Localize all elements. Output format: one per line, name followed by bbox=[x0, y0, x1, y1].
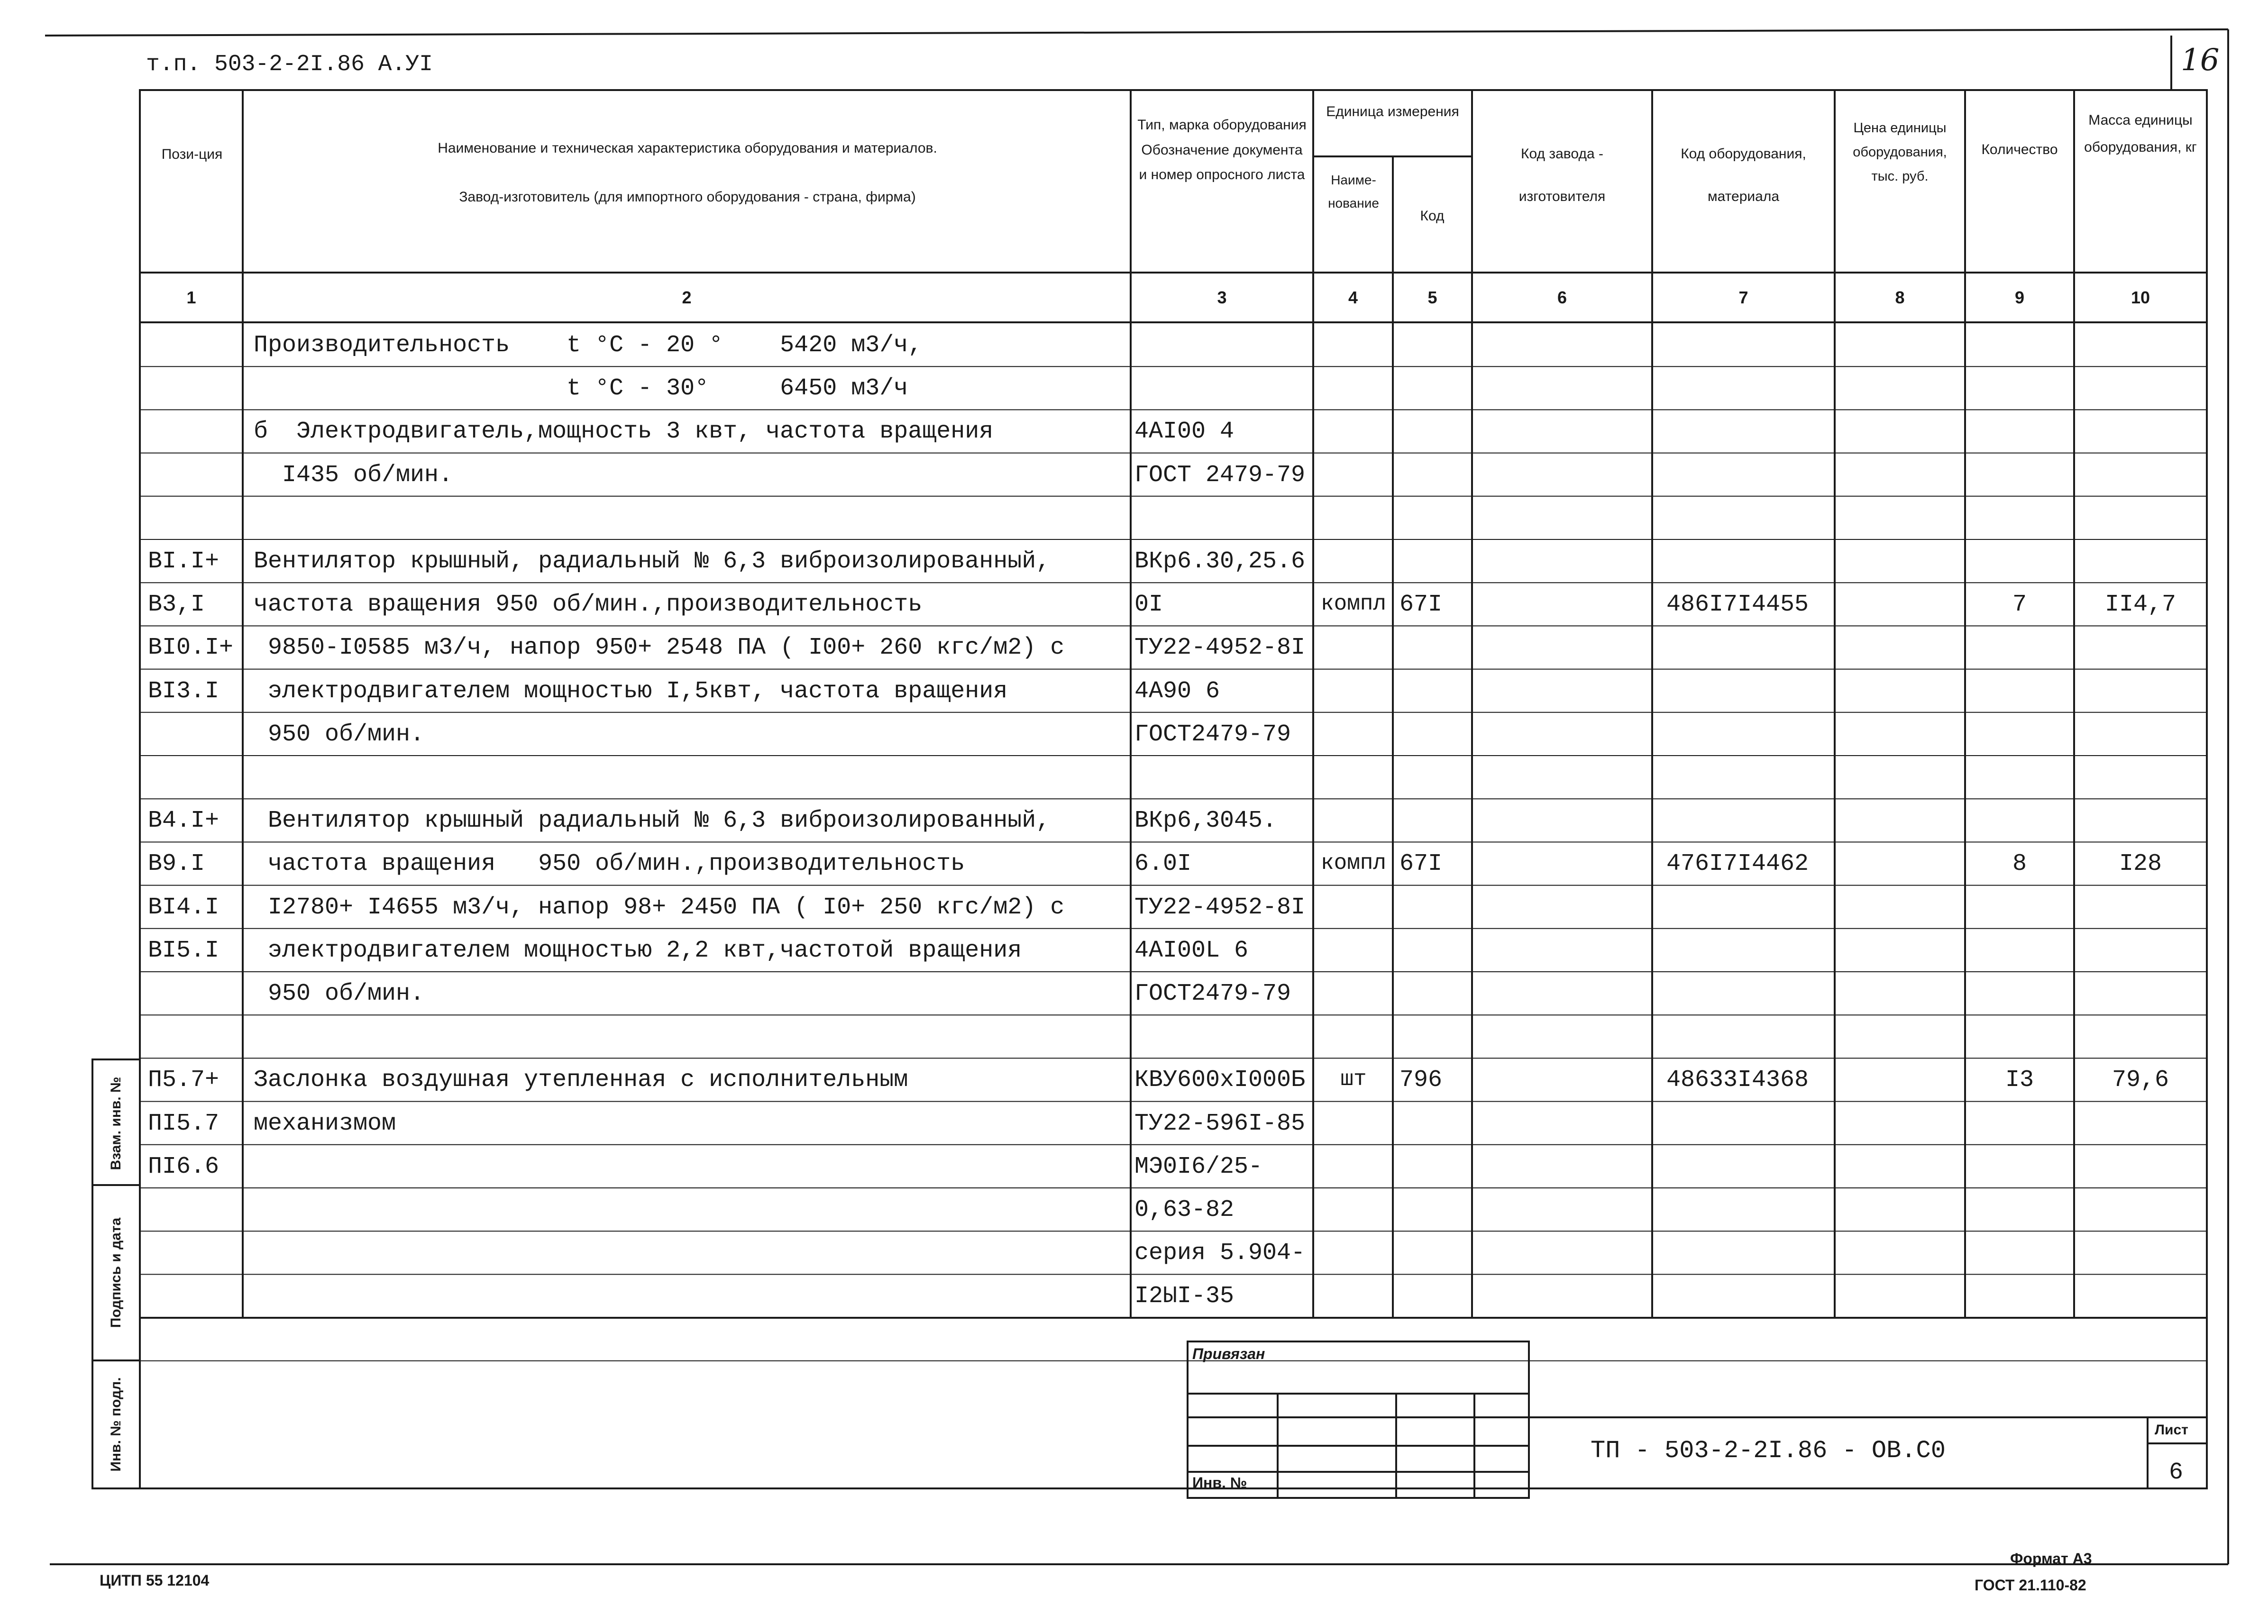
column-number: 3 bbox=[1217, 288, 1227, 307]
footer-citp: ЦИТП 55 12104 bbox=[100, 1572, 210, 1589]
header-mass: Масса единицы оборудования, кг bbox=[2084, 112, 2197, 155]
row-position: B9.I bbox=[148, 850, 205, 878]
header-price: Цена единицы оборудования, тыс. руб. bbox=[1853, 120, 1947, 184]
document-code-top: т.п. 503-2-2I.86 А.УI bbox=[146, 52, 433, 77]
row-type-mark: 4АI00 4 bbox=[1134, 418, 1235, 446]
column-number: 10 bbox=[2131, 288, 2150, 307]
row-type-mark: 4А90 6 bbox=[1134, 677, 1220, 705]
row-unit-code: 796 bbox=[1399, 1067, 1443, 1094]
row-mass: I28 bbox=[2119, 850, 2162, 878]
row-position: П5.7+ bbox=[148, 1067, 219, 1094]
row-name: 950 об/мин. bbox=[254, 721, 425, 748]
stamp-document-code: ТП - 503-2-2I.86 - ОВ.С0 bbox=[1591, 1437, 1946, 1465]
row-name: электродвигателем мощностью 2,2 квт,частотой вращения bbox=[254, 937, 1022, 964]
row-name: t °C - 30° 6450 м3/ч bbox=[254, 375, 908, 402]
column-number: 7 bbox=[1738, 288, 1748, 307]
row-type-mark: ВКр6,3045. bbox=[1134, 807, 1277, 835]
column-number: 6 bbox=[1557, 288, 1567, 307]
column-number: 9 bbox=[2014, 288, 2025, 307]
row-position: BI0.I+ bbox=[148, 634, 234, 662]
column-number: 4 bbox=[1348, 288, 1358, 307]
row-mass: 79,6 bbox=[2112, 1067, 2169, 1094]
row-name: I435 об/мин. bbox=[254, 461, 453, 489]
row-unit-name: компл bbox=[1320, 851, 1387, 876]
header-position: Пози-ция bbox=[161, 146, 223, 162]
row-name: Производительность t °C - 20 ° 5420 м3/ч, bbox=[254, 332, 923, 359]
row-position: BI3.I bbox=[148, 677, 219, 705]
row-unit-name: шт bbox=[1340, 1067, 1367, 1092]
row-unit-name: компл bbox=[1320, 592, 1387, 617]
header-equipment-code: Код оборудования, материала bbox=[1681, 146, 1806, 204]
side-label-podpis-data: Подпись и дата bbox=[108, 1217, 124, 1328]
row-type-mark: ТУ22-4952-8I bbox=[1134, 894, 1306, 921]
stamp-privyazan: Привязан bbox=[1192, 1345, 1265, 1362]
column-number: 1 bbox=[186, 288, 196, 307]
row-type-mark: 0,63-82 bbox=[1134, 1196, 1235, 1223]
header-unit-name: Наиме-нование bbox=[1328, 173, 1379, 210]
header-name-line2: Завод-изготовитель (для импортного оборудования - страна, фирма) bbox=[459, 189, 916, 205]
row-type-mark: ГОСТ2479-79 bbox=[1134, 721, 1291, 748]
header-unit-group: Единица измерения bbox=[1326, 104, 1459, 119]
row-mass: II4,7 bbox=[2104, 591, 2177, 619]
header-quantity: Количество bbox=[1981, 142, 2058, 157]
row-type-mark: 4АI00L 6 bbox=[1134, 937, 1249, 964]
row-quantity: 7 bbox=[2012, 591, 2027, 619]
column-number: 8 bbox=[1895, 288, 1905, 307]
row-quantity: I3 bbox=[2005, 1067, 2034, 1094]
stamp-sheet-label: Лист bbox=[2155, 1422, 2188, 1438]
handwritten-page-number: 16 bbox=[2181, 43, 2220, 78]
row-name: б Электродвигатель,мощность 3 квт, частота вращения bbox=[254, 418, 994, 446]
row-type-mark: 0I bbox=[1134, 591, 1163, 619]
stamp-inv-no: Инв. № bbox=[1192, 1474, 1247, 1491]
row-equipment-code: 476I7I4462 bbox=[1666, 850, 1809, 878]
row-position: BI.I+ bbox=[148, 548, 219, 575]
row-position: B3,I bbox=[148, 591, 205, 619]
row-type-mark: 6.0I bbox=[1134, 850, 1192, 878]
header-factory-code: Код завода - изготовителя bbox=[1518, 146, 1606, 204]
row-name: механизмом bbox=[254, 1110, 396, 1137]
row-type-mark: серия 5.904- bbox=[1134, 1240, 1306, 1267]
row-type-mark: ВКр6.30,25.6 bbox=[1134, 548, 1306, 575]
row-unit-code: 67I bbox=[1399, 591, 1443, 619]
row-name: Заслонка воздушная утепленная с исполнительным bbox=[254, 1067, 908, 1094]
row-position: ПI6.6 bbox=[148, 1153, 219, 1180]
column-number: 2 bbox=[682, 288, 692, 307]
row-type-mark: ТУ22-596I-85 bbox=[1134, 1110, 1306, 1137]
row-name: электродвигателем мощностью I,5квт, частота вращения bbox=[254, 677, 1008, 705]
column-number: 5 bbox=[1427, 288, 1437, 307]
header-unit-code: Код bbox=[1420, 208, 1445, 224]
row-type-mark: КВУ600хI000Б bbox=[1134, 1067, 1306, 1094]
row-name: 9850-I0585 м3/ч, напор 950+ 2548 ПА ( I00+ 260 кгс/м2) с bbox=[254, 634, 1065, 662]
row-name: Вентилятор крышный, радиальный № 6,3 виброизолированный, bbox=[254, 548, 1051, 575]
row-position: BI4.I bbox=[148, 894, 219, 921]
header-name-line1: Наименование и техническая характеристика оборудования и материалов. bbox=[438, 140, 937, 156]
row-type-mark: ГОСТ2479-79 bbox=[1134, 980, 1291, 1007]
row-position: B4.I+ bbox=[148, 807, 219, 835]
row-quantity: 8 bbox=[2012, 850, 2027, 878]
row-type-mark: I2ЫI-35 bbox=[1134, 1283, 1235, 1310]
row-position: ПI5.7 bbox=[148, 1110, 219, 1137]
row-equipment-code: 48633I4368 bbox=[1666, 1067, 1809, 1094]
row-type-mark: МЭ0I6/25- bbox=[1134, 1153, 1263, 1180]
stamp-sheet-number: 6 bbox=[2169, 1459, 2184, 1486]
row-name: частота вращения 950 об/мин.,производительность bbox=[254, 850, 965, 878]
row-name: 950 об/мин. bbox=[254, 980, 425, 1007]
row-name: частота вращения 950 об/мин.,производительность bbox=[254, 591, 923, 619]
row-name: I2780+ I4655 м3/ч, напор 98+ 2450 ПА ( I0+ 250 кгс/м2) с bbox=[254, 894, 1065, 921]
row-type-mark: ТУ22-4952-8I bbox=[1134, 634, 1306, 662]
row-position: BI5.I bbox=[148, 937, 219, 964]
row-equipment-code: 486I7I4455 bbox=[1666, 591, 1809, 619]
side-label-inv-podl: Инв. № подл. bbox=[108, 1377, 124, 1472]
footer-format: Формат А3 bbox=[2010, 1550, 2092, 1567]
row-unit-code: 67I bbox=[1399, 850, 1443, 878]
header-type: Тип, марка оборудования Обозначение документа и номер опросного листа bbox=[1137, 117, 1307, 182]
side-label-vzam-inv: Взам. инв. № bbox=[108, 1077, 124, 1170]
row-name: Вентилятор крышный радиальный № 6,3 виброизолированный, bbox=[254, 807, 1051, 835]
row-type-mark: ГОСТ 2479-79 bbox=[1134, 461, 1306, 489]
footer-gost: ГОСТ 21.110-82 bbox=[1975, 1577, 2086, 1594]
